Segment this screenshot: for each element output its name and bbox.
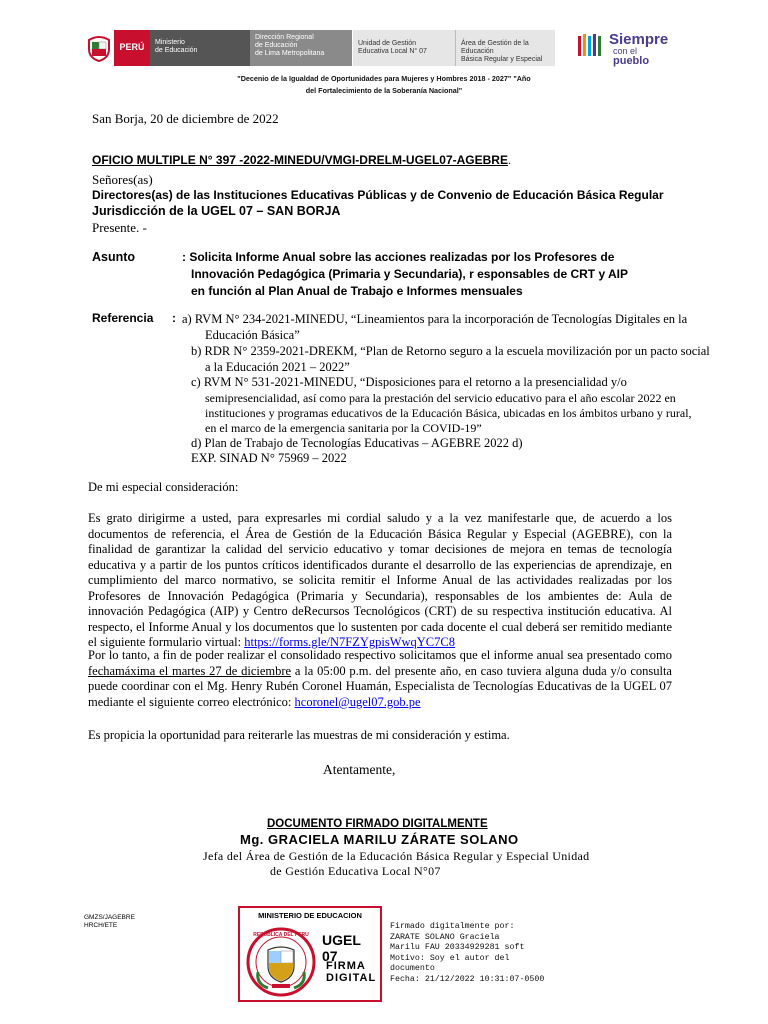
consideracion-greeting: De mi especial consideración:	[88, 480, 239, 494]
siempre-con-el-pueblo-logo	[575, 30, 675, 67]
ref-item: b) RDR N° 2359-2021-DREKM, “Plan de Retorno seguro a la escuela movilización por un pacto social	[191, 344, 710, 358]
ref-item: a) RVM N° 234-2021-MINEDU, “Lineamientos para la incorporación de Tecnologías Digitales en la	[182, 312, 688, 326]
ref-item: c) RVM N° 531-2021-MINEDU, “Disposiciones para el retorno a la presencialidad y/o	[191, 375, 627, 389]
stamp-firma-digital: FIRMA DIGITAL	[326, 960, 377, 984]
digitally-signed-note: DOCUMENTO FIRMADO DIGITALMENTE	[267, 818, 488, 830]
email-link[interactable]: hcoronel@ugel07.gob.pe	[294, 694, 421, 709]
stamp-title: MINISTERIO DE EDUCACION	[258, 911, 362, 920]
ref-item: semipresencialidad, así como para la prestación del servicio educativo para el año escolar 2022 en	[205, 391, 676, 405]
siempre-text: Siempre	[609, 31, 669, 48]
signature-details: Firmado digitalmente por: ZARATE SOLANO Graciela Marilu FAU 20334929281 soft Motivo: Soy el autor del documento Fecha: 21/12/2022 10:31:07-0500	[390, 922, 545, 984]
ref-item: d) Plan de Trabajo de Tecnologías Educativas – AGEBRE 2022 d)	[191, 436, 523, 450]
ref-item: en el marco de la emergencia sanitaria por la COVID-19”	[205, 421, 482, 435]
asunto-text: : Solicita Informe Anual sobre las acciones realizadas por los Profesores de Innovación Pedagógica (Primaria y Secundaria), r esponsables de CRT y AIP en función al Plan Anual de Trabajo e Informes mensuales	[182, 250, 629, 298]
ref-item: EXP. SINAD N° 75969 – 2022	[191, 451, 347, 465]
peru-coat-of-arms-icon	[86, 34, 112, 62]
signer-title: Jefa del Área de Gestión de la Educación Básica Regular y Especial Unidad	[203, 849, 590, 863]
signer-name: Mg. GRACIELA MARILU ZÁRATE SOLANO	[240, 832, 519, 847]
ref-item: instituciones y programas educativos de la Educación Básica, ubicadas en los ámbitos urbano y rural,	[205, 406, 692, 420]
stamp-ugel: UGEL 07	[322, 932, 361, 964]
addressee: Directores(as) de las Instituciones Educativas Públicas y de Convenio de Educación Básica Regular Jurisdicción de la UGEL 07 – SAN BORJA	[92, 188, 664, 218]
peru-coat-of-arms-icon	[244, 922, 318, 1000]
con-el-pueblo-text: con el pueblo	[613, 46, 650, 67]
addressee-salutation: Señores(as)	[92, 172, 153, 187]
dre-label: Dirección Regional de Educación de Lima Metropolitana	[250, 30, 352, 66]
ref-item: a la Educación 2021 – 2022”	[205, 360, 350, 374]
ugel-label: Unidad de Gestión Educativa Local N° 07	[353, 30, 455, 66]
closing: Atentamente,	[323, 762, 396, 777]
oficio-number: OFICIO MULTIPLE N° 397 -2022-MINEDU/VMGI-DRELM-UGEL07-AGEBRE	[92, 153, 508, 167]
oficio-period: .	[507, 153, 511, 167]
decenio-banner: "Decenio de la Igualdad de Oportunidades para Mujeres y Hombres 2018 - 2027" "Año del Fortalecimiento de la Soberanía Nacional"	[237, 74, 531, 95]
body-paragraph-1: Es grato dirigirme a usted, para expresarles mi cordial saludo y a la vez manifestarle que, de acuerdo a los documentos de referencia, el Área de Gestión de la Educación Básica Regular y Especial (AGEBRE), con la finalidad de garantizar la calidad del servicio educativo y tomar decisiones de mejora en temas de tecnología educativa y a partir de los puntos críticos identificados durante el desarrollo de las experiencias de aprendizaje, en cumplimiento del marco normativo, se solicita remitir el Informe Anual de las actividades realizadas por los Profesores de Innovación Pedagógica (Primaria y Secundaria), responsables de los ambientes de: Aula de innovación Pedagógica (AIP) y Centro deRecursos Tecnológicos (CRT) de su respectiva institución educativa. Al respecto, el Informe Anual y los documentos que lo sustenten por cada docente el cual deberá ser remitido mediante el siguiente formulario virtual: https://forms.gle/N7FZYgpisWwqYC7C8	[88, 511, 672, 649]
ministerio-label: Ministerio de Educación	[150, 30, 250, 66]
form-link[interactable]: https://forms.gle/N7FZYgpisWwqYC7C8	[244, 635, 455, 649]
reference-initials: GMZS/JAGEBRE HRCH/ETE	[84, 914, 135, 929]
siempre-logo-icon	[577, 32, 605, 60]
peru-label: PERÚ	[114, 30, 150, 66]
ref-item: Educación Básica”	[205, 328, 300, 342]
deadline-date: fechamáxima el martes 27 de diciembre	[88, 663, 292, 678]
asunto-label: Asunto	[92, 250, 136, 264]
referencia-colon: :	[172, 311, 176, 325]
letter-date: San Borja, 20 de diciembre de 2022	[92, 111, 279, 126]
oficio-number-line	[92, 151, 511, 169]
svg-text:REPUBLICA DEL PERU: REPUBLICA DEL PERU	[253, 932, 309, 938]
referencia-label: Referencia	[92, 311, 154, 325]
body-paragraph-2: Por lo tanto, a fin de poder realizar el consolidado respectivo solicitamos que el informe anual sea presentado como fechamáxima el martes 27 de diciembre a la 05:00 p.m. del presente año, en caso tuviera alguna duda y/o consulta puede coordinar con el Mg. Henry Rubén Coronel Huamán, Especialista de Tecnologías Educativas de la UGEL 07 mediante el siguiente correo electrónico: hcoronel@ugel07.gob.pe	[88, 648, 672, 709]
signer-title: de Gestión Educativa Local N°07	[270, 864, 441, 878]
agebre-label: Área de Gestión de la Educación Básica Regular y Especial	[455, 30, 555, 66]
body-paragraph-3: Es propicia la oportunidad para reiterarle las muestras de mi consideración y estima.	[88, 728, 510, 742]
digital-signature-stamp	[238, 906, 382, 1002]
presente-label: Presente. -	[92, 220, 147, 235]
